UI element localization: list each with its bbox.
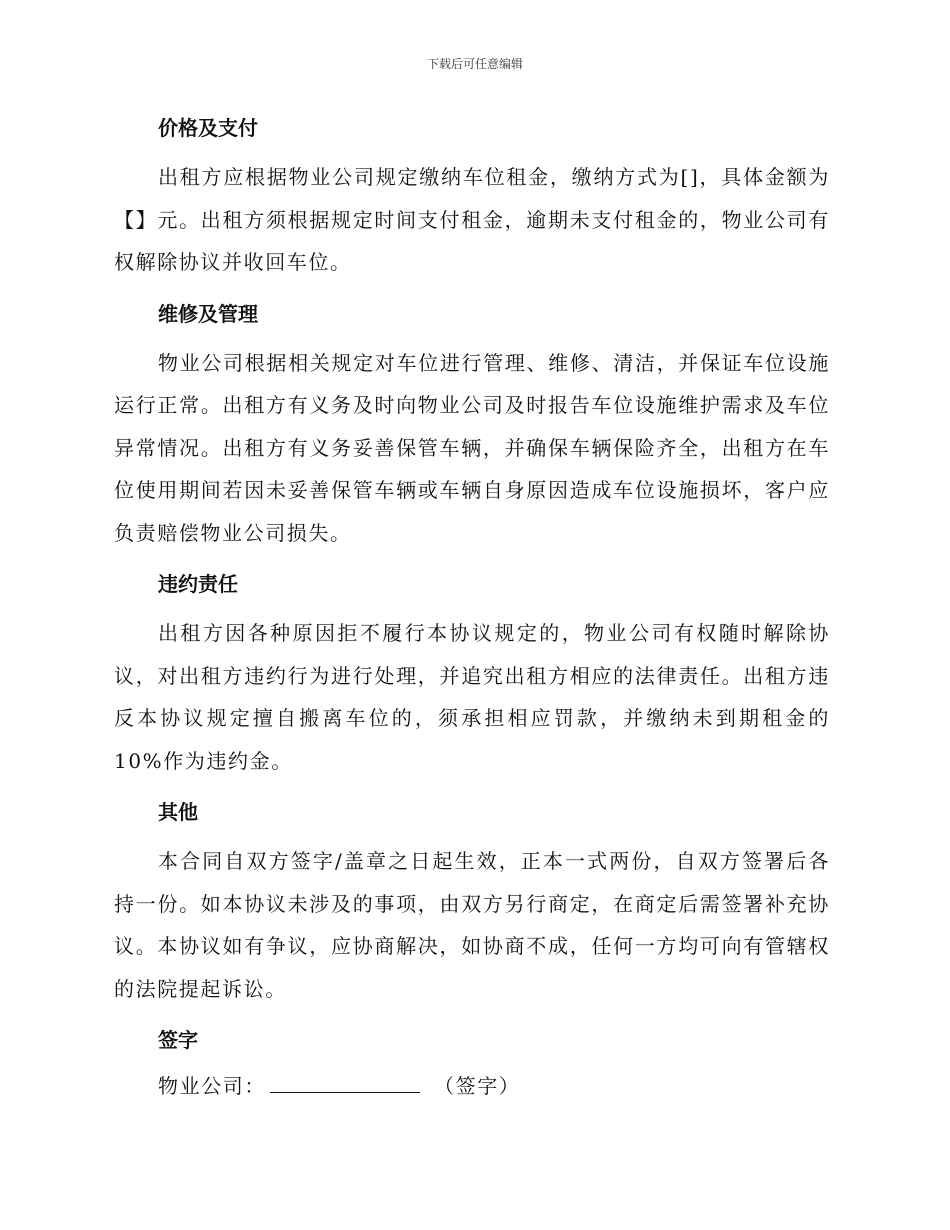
section-title-other: 其他 bbox=[158, 800, 198, 824]
signature-suffix: （签字） bbox=[434, 1074, 521, 1098]
section-paragraph-price-payment: 出租方应根据物业公司规定缴纳车位租金，缴纳方式为[]，具体金额为【】元。出租方须根据规定时间支付租金，逾期未支付租金的，物业公司有权解除协议并收回车位。 bbox=[114, 165, 830, 274]
section-paragraph-breach: 出租方因各种原因拒不履行本协议规定的，物业公司有权随时解除协议，对出租方违约行为进行处理，并追究出租方相应的法律责任。出租方违反本协议规定擅自搬离车位的，须承担相应罚款，并缴纳未到期租金的10%作为违约金。 bbox=[114, 621, 830, 773]
section-paragraph-other: 本合同自双方签字/盖章之日起生效，正本一式两份，自双方签署后各持一份。如本协议未涉及的事项，由双方另行商定，在商定后需签署补充协议。本协议如有争议，应协商解决，如协商不成，任何一方均可向有管辖权的法院提起诉讼。 bbox=[114, 849, 830, 1001]
section-title-breach: 违约责任 bbox=[158, 572, 238, 596]
section-title-maintenance: 维修及管理 bbox=[158, 301, 258, 326]
signature-blank[interactable] bbox=[270, 1070, 420, 1093]
document-body bbox=[114, 108, 830, 1106]
signature-line bbox=[158, 1066, 830, 1106]
section-paragraph-maintenance: 物业公司根据相关规定对车位进行管理、维修、清洁，并保证车位设施运行正常。出租方有义务及时向物业公司及时报告车位设施维护需求及车位异常情况。出租方有义务妥善保管车辆，并确保车辆保险齐全，出租方在车位使用期间若因未妥善保管车辆或车辆自身原因造成车位设施损坏，客户应负责赔偿物业公司损失。 bbox=[114, 350, 830, 545]
section-title-signature: 签字 bbox=[158, 1028, 198, 1052]
header-note: 下载后可任意编辑 bbox=[426, 57, 523, 71]
signature-label: 物业公司： bbox=[158, 1074, 266, 1098]
section-title-price-payment: 价格及支付 bbox=[158, 116, 258, 140]
